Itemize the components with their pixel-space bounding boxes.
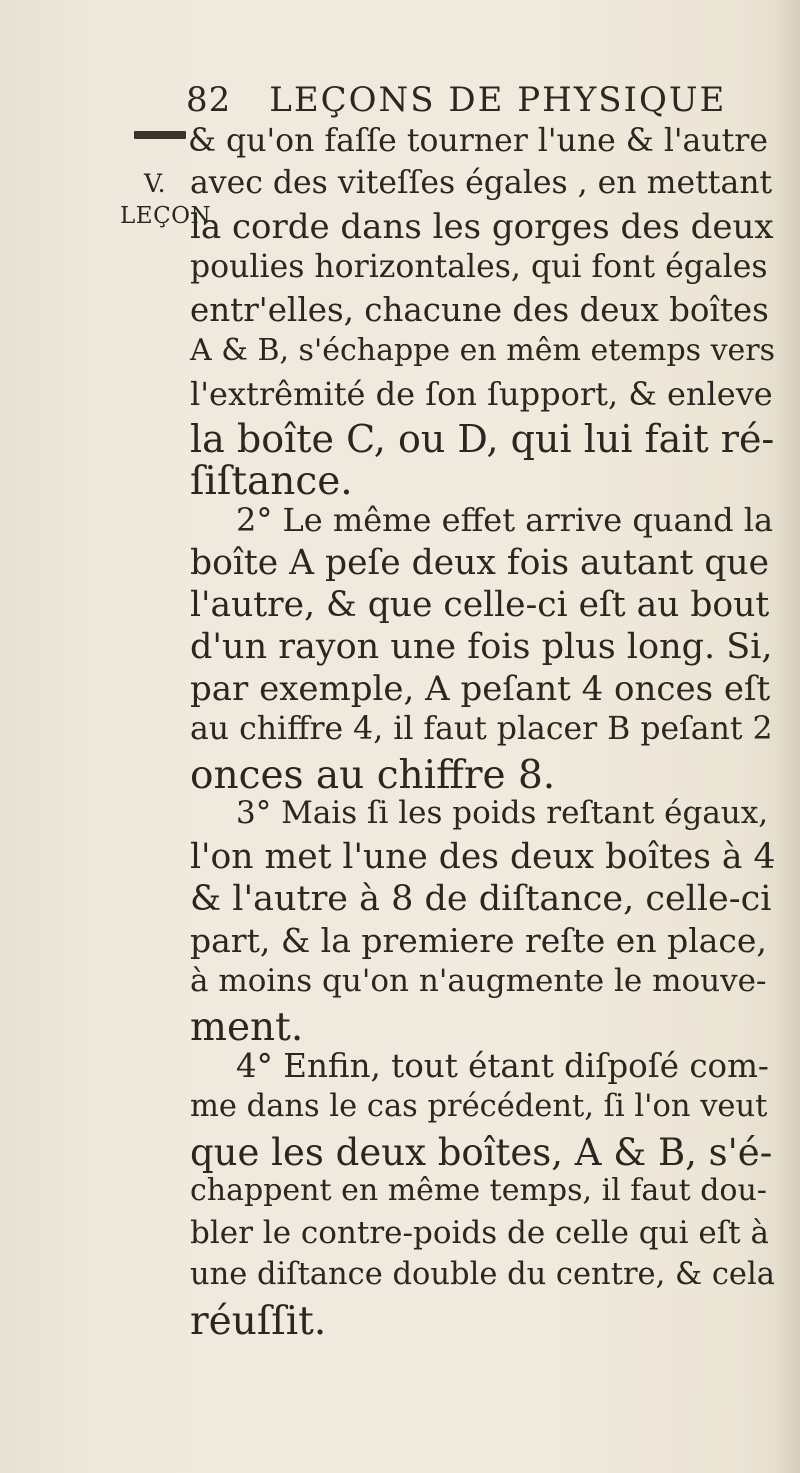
text-line: 3° Mais ſi les poids reſtant égaux, bbox=[236, 795, 769, 831]
text-line: onces au chiffre 8. bbox=[190, 753, 556, 798]
text-line: avec des viteſſes égales , en mettant bbox=[190, 165, 773, 201]
text-line: & qu'on faſſe tourner l'une & l'autre bbox=[188, 123, 768, 159]
text-line: ſiſtance. bbox=[190, 459, 353, 504]
text-line: par exemple, A peſant 4 onces eſt bbox=[190, 669, 771, 709]
text-line: l'extrêmité de ſon ſupport, & enleve bbox=[190, 375, 773, 413]
text-line: 4° Enfin, tout étant diſpoſé com- bbox=[236, 1047, 769, 1085]
text-line: l'on met l'une des deux boîtes à 4 bbox=[190, 837, 776, 877]
text-line: chappent en même temps, il faut dou- bbox=[190, 1173, 767, 1208]
text-line: part, & la premiere reſte en place, bbox=[190, 921, 767, 960]
text-line: A & B, s'échappe en mêm etemps vers bbox=[190, 333, 776, 368]
text-line: boîte A peſe deux fois autant que bbox=[190, 543, 770, 583]
margin-rule-mark bbox=[134, 131, 186, 139]
text-line: ment. bbox=[190, 1005, 304, 1050]
text-line: au chiffre 4, il faut placer B peſant 2 bbox=[190, 711, 773, 747]
text-line: d'un rayon une fois plus long. Si, bbox=[190, 627, 773, 667]
text-line: & l'autre à 8 de diſtance, celle-ci bbox=[190, 879, 772, 919]
page-number: 82 bbox=[186, 80, 232, 120]
text-line: bler le contre-poids de celle qui eſt à bbox=[190, 1215, 769, 1251]
page-edge-shadow bbox=[776, 0, 800, 1473]
text-line: me dans le cas précédent, ſi l'on veut bbox=[190, 1089, 768, 1124]
running-header bbox=[186, 80, 726, 120]
margin-lesson-label: LEÇON. bbox=[120, 203, 218, 229]
text-line: 2° Le même effet arrive quand la bbox=[236, 501, 774, 539]
text-line: l'autre, & que celle-ci eſt au bout bbox=[190, 585, 770, 625]
text-line: la boîte C, ou D, qui lui fait ré- bbox=[190, 417, 775, 461]
text-line: réuſſit. bbox=[190, 1299, 327, 1344]
text-line: la corde dans les gorges des deux bbox=[190, 207, 774, 247]
margin-lesson-number: V. bbox=[144, 169, 166, 198]
text-line: que les deux boîtes, A & B, s'é- bbox=[190, 1131, 773, 1174]
text-line: une diſtance double du centre, & cela bbox=[190, 1257, 775, 1292]
text-line: à moins qu'on n'augmente le mouve- bbox=[190, 963, 767, 999]
running-title: LEÇONS DE PHYSIQUE bbox=[269, 80, 727, 120]
text-line: poulies horizontales, qui font égales bbox=[190, 249, 768, 285]
text-line: entr'elles, chacune des deux boîtes bbox=[190, 291, 769, 329]
